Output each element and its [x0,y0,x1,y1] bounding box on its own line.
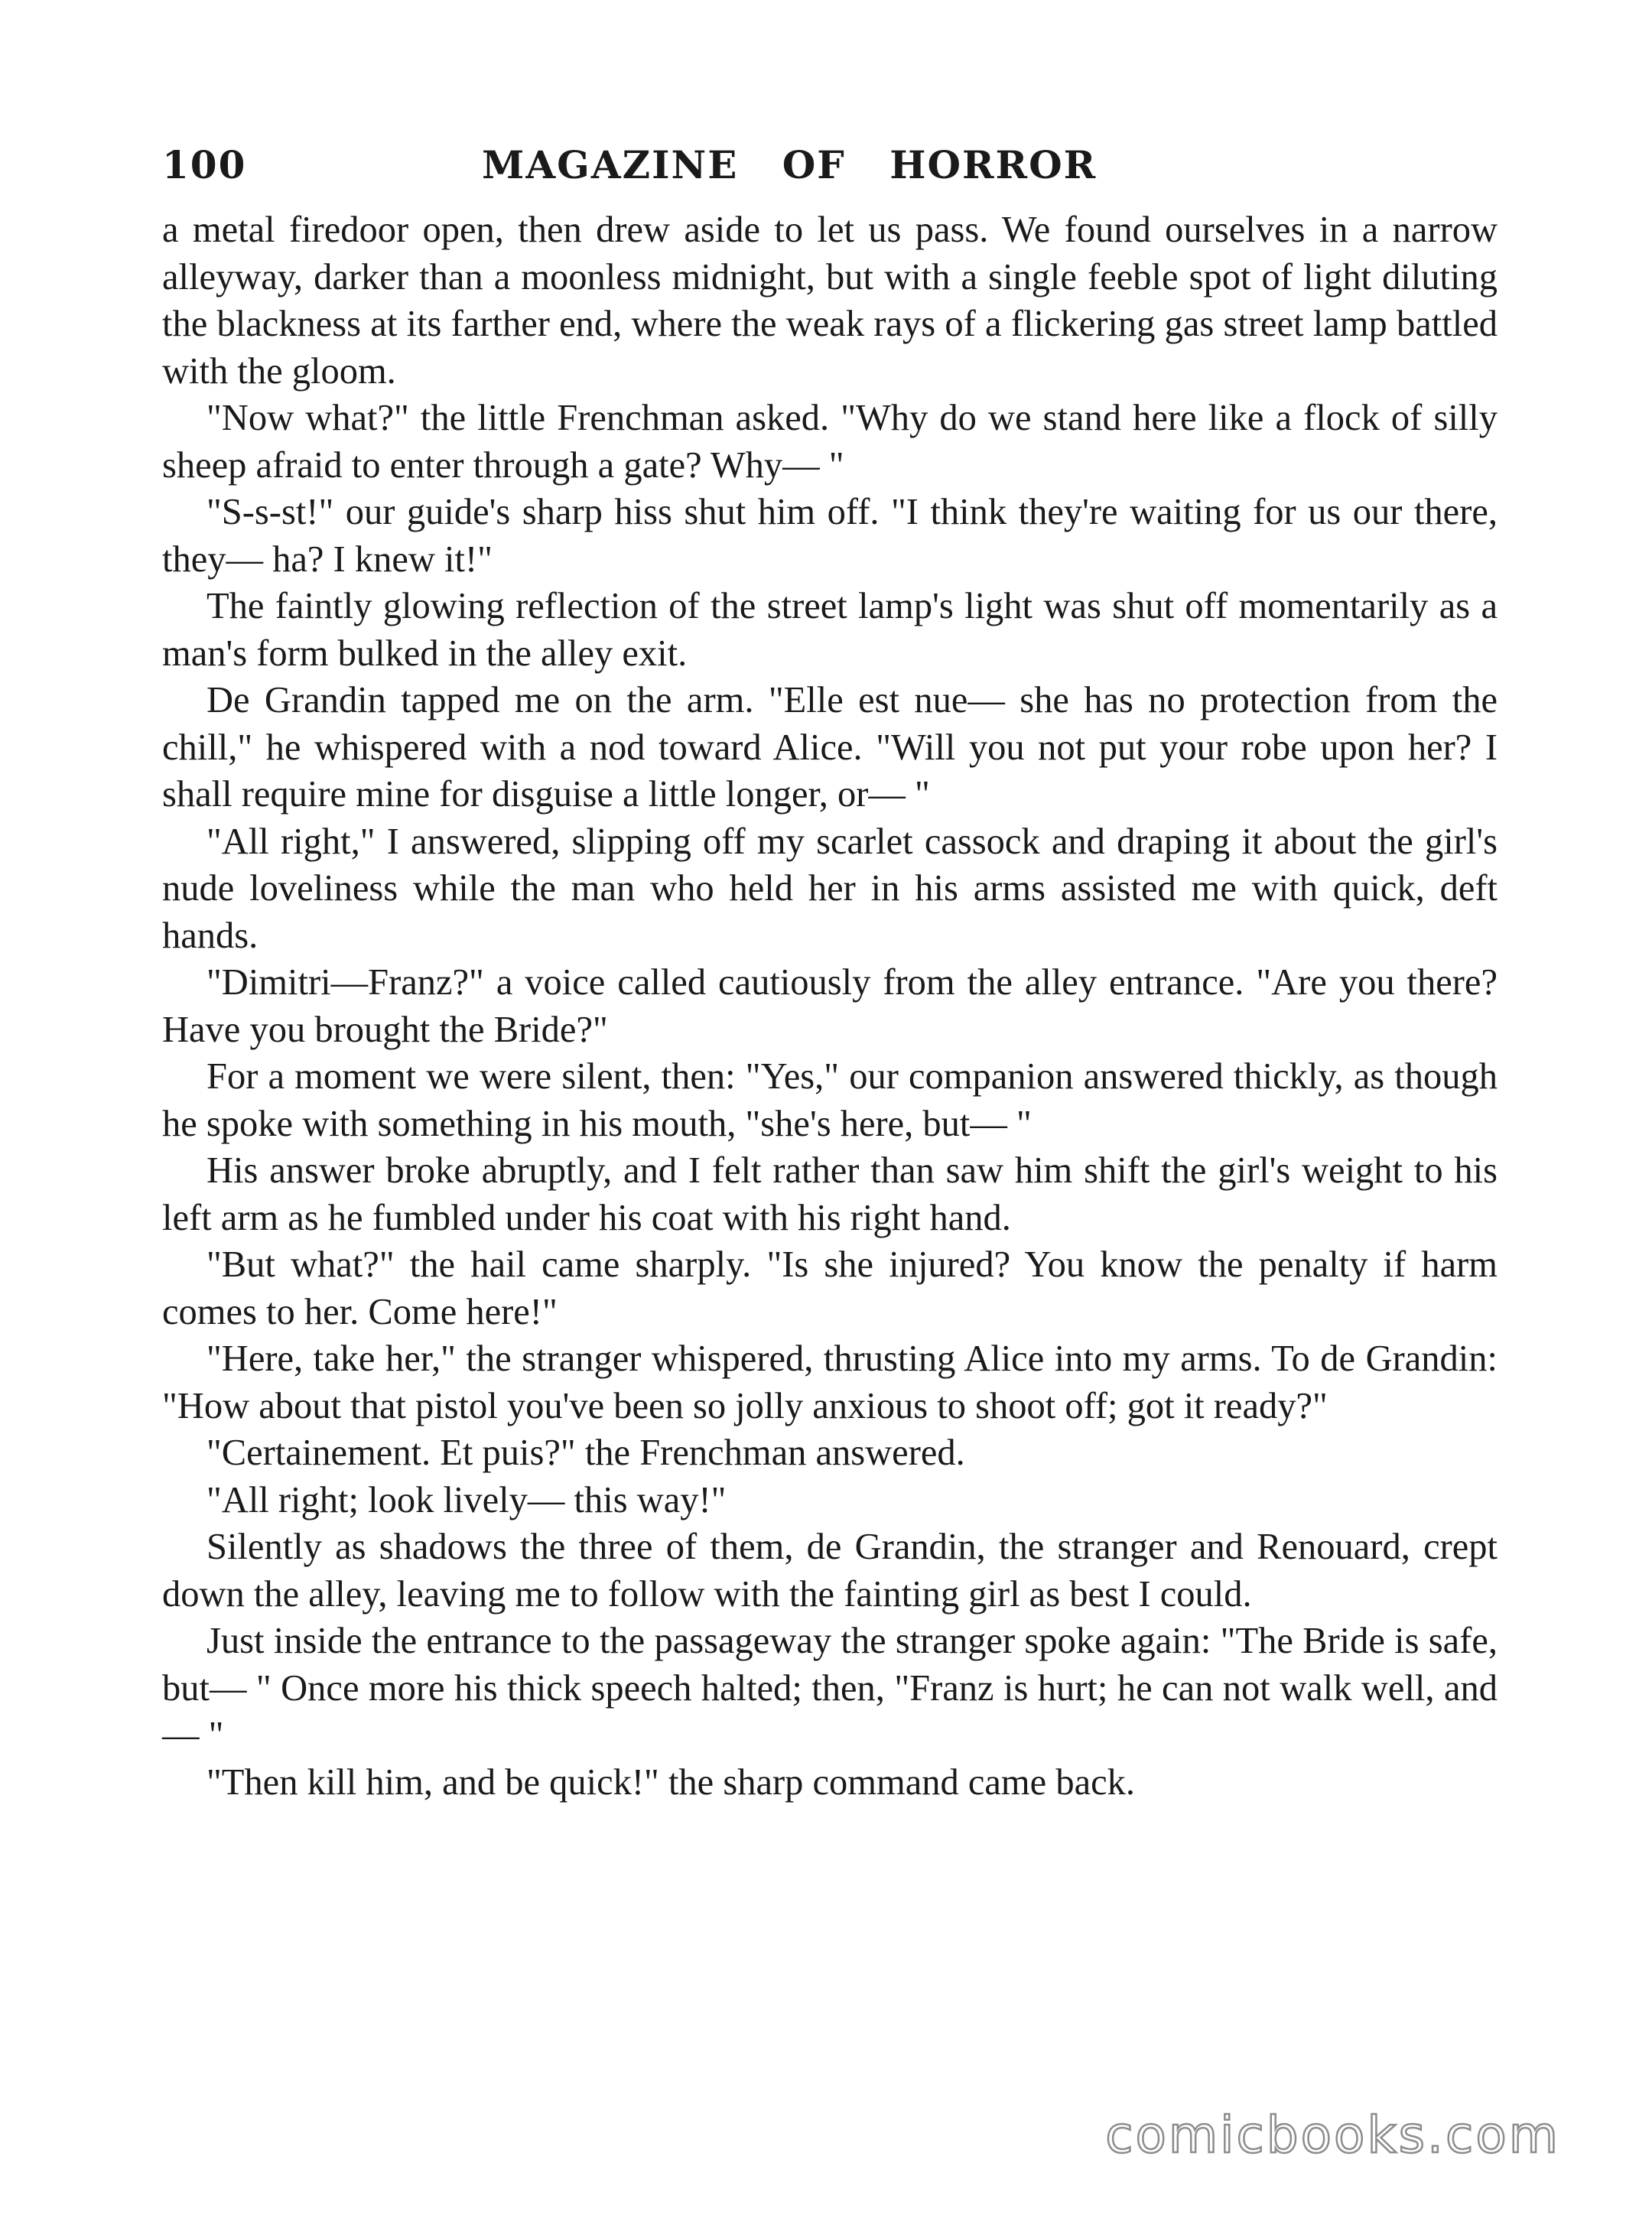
paragraph: For a moment we were silent, then: "Yes," our companion answered thickly, as though he spoke with something in his mouth, "she's here, but— " [162,1056,1498,1144]
story-text [162,207,1498,1806]
paragraph: His answer broke abruptly, and I felt rather than saw him shift the girl's weight to his left arm as he fumbled under his coat with his right hand. [162,1150,1498,1238]
watermark-logo: comicbooks.com [1105,2106,1560,2164]
page-header [162,142,1501,203]
paragraph: "Dimitri—Franz?" a voice called cautiously from the alley entrance. "Are you there? Have you brought the Bride?" [162,962,1498,1050]
paragraph: "Now what?" the little Frenchman asked. "Why do we stand here like a flock of silly sheep afraid to enter through a gate? Why— " [162,398,1498,486]
paragraph: "Here, take her," the stranger whispered, thrusting Alice into my arms. To de Grandin: "How about that pistol you've been so jolly anxious to shoot off; got it ready?" [162,1338,1498,1426]
paragraph: a metal firedoor open, then drew aside to let us pass. We found ourselves in a narrow alleyway, darker than a moonless midnight, but with a single feeble spot of light diluting the blackness at its farther end, where the weak rays of a flickering gas street lamp battled with the gloom. [162,210,1498,392]
paragraph: Silently as shadows the three of them, de Grandin, the stranger and Renouard, crept down the alley, leaving me to follow with the fainting girl as best I could. [162,1527,1498,1615]
page-number: 100 [162,142,247,187]
paragraph: "Then kill him, and be quick!" the sharp command came back. [206,1761,1135,1803]
running-title: MAGAZINE OF HORROR [482,142,1098,187]
paragraph: "All right," I answered, slipping off my scarlet cassock and draping it about the girl's nude loveliness while the man who held her in his arms assisted me with quick, deft hands. [162,821,1498,956]
paragraph: The faintly glowing reflection of the street lamp's light was shut off momentarily as a man's form bulked in the alley exit. [162,586,1498,674]
paragraph: "S-s-st!" our guide's sharp hiss shut him off. "I think they're waiting for us our there, they— ha? I knew it!" [162,492,1498,580]
paragraph: "Certainement. Et puis?" the Frenchman answered. [206,1433,965,1473]
paragraph: De Grandin tapped me on the arm. "Elle est nue— she has no protection from the chill," he whispered with a nod toward Alice. "Will you not put your robe upon her? I shall require mine for disguise a little longer, or— " [162,680,1498,815]
paragraph: Just inside the entrance to the passageway the stranger spoke again: "The Bride is safe, but— " Once more his thick speech halted; then, "Franz is hurt; he can not walk well, and— " [162,1621,1498,1755]
paragraph: "All right; look lively— this way!" [206,1479,727,1520]
paragraph: "But what?" the hail came sharply. "Is she injured? You know the penalty if harm comes to her. Come here!" [162,1244,1498,1332]
